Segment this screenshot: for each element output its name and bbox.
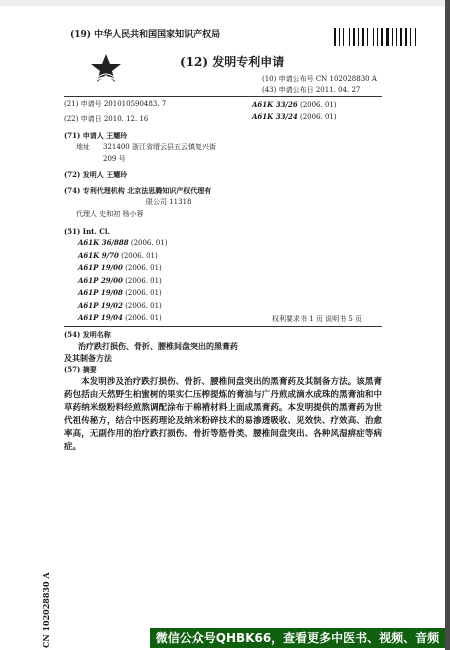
footer-banner: 微信公众号QHBK66，查看更多中医书、视频、音频 (150, 628, 445, 648)
address-label: 地址 (76, 143, 90, 151)
issuing-authority: (19) 中华人民共和国国家知识产权局 (70, 30, 221, 40)
side-publication-number (41, 488, 53, 648)
title-label: (54) 发明名称 (64, 330, 111, 339)
applicant-row: (71) 申请人 王耀玲 (64, 131, 128, 140)
intcl-list (78, 237, 167, 325)
invention-title-line-1: 治疗跌打损伤、骨折、腰椎间盘突出的黑膏药 (78, 341, 238, 351)
intcl-item: A61K 9/70 (2006. 01) (78, 250, 158, 260)
document-type-title: (12) 发明专利申请 (180, 55, 285, 69)
intcl-item: A61K 36/888 (2006. 01) (78, 238, 168, 247)
top-edge (0, 0, 445, 6)
biblio-divider (64, 326, 382, 327)
intcl-item: A61P 29/00 (2006. 01) (78, 275, 162, 285)
patent-office-emblem-icon (88, 52, 124, 86)
address-line-2: 209 号 (103, 155, 126, 163)
filing-date-row: (22) 申请日 2010. 12. 16 (64, 115, 149, 123)
window-right-edge (445, 0, 450, 650)
address-line-1: 321400 浙江省缙云县五云镇复兴街 (103, 143, 216, 151)
intcl-item: A61P 19/02 (2006. 01) (78, 300, 162, 310)
inventor-row: (72) 发明人 王耀玲 (64, 170, 128, 179)
intcl-right-2: A61K 33/24 (2006. 01) (252, 112, 337, 121)
intcl-item: A61P 19/00 (2006. 01) (78, 263, 162, 272)
application-number-row: (21) 申请号 201010590483. 7 (64, 100, 167, 108)
side-number-text: CN 102028830 A (41, 572, 51, 648)
intcl-item: A61P 19/08 (2006. 01) (78, 288, 162, 297)
abstract-body: 本发明涉及治疗跌打损伤、骨折、腰椎间盘突出的黑膏药及其制备方法。该黑膏药包括由天然野生桕蜜树的果实仁压榨提炼的膏油与广丹煎成滴水成珠的黑膏油和中草药纳米级粉料经煎熬调配涂布于棉褙材料上面成黑膏药。本发明提供的黑膏药为世代祖传秘方，结合中医药理论及纳米粉碎技术的易渗透吸收、见效快、疗效高、治愈率高，无副作用的治疗跌打损伤、骨折等筋骨类、腰椎间盘突出、各种风湿痹症等病症。 (64, 377, 382, 452)
agency-row: (74) 专利代理机构 北京法思腾知识产权代理有 (64, 186, 212, 195)
abstract-text (64, 376, 382, 454)
barcode-icon (334, 28, 420, 46)
intcl-item: A61P 19/04 (2006. 01) (78, 313, 162, 322)
abstract-label: (57) 摘要 (64, 365, 97, 374)
publication-date: (43) 申请公布日 2011. 04. 27 (262, 86, 361, 94)
agency-line-2: 限公司 11318 (146, 198, 192, 206)
publication-number: (10) 申请公布号 CN 102028830 A (262, 75, 377, 83)
agent-row: 代理人 史和初 杨小蓉 (76, 210, 144, 218)
pages-summary: 权利要求书 1 页 说明书 5 页 (272, 315, 363, 323)
intcl-right-1: A61K 33/26 (2006. 01) (252, 100, 337, 109)
header-divider (64, 96, 382, 97)
invention-title-line-2: 及其制备方法 (64, 353, 112, 363)
intcl-label: (51) Int. Cl. (64, 227, 110, 236)
